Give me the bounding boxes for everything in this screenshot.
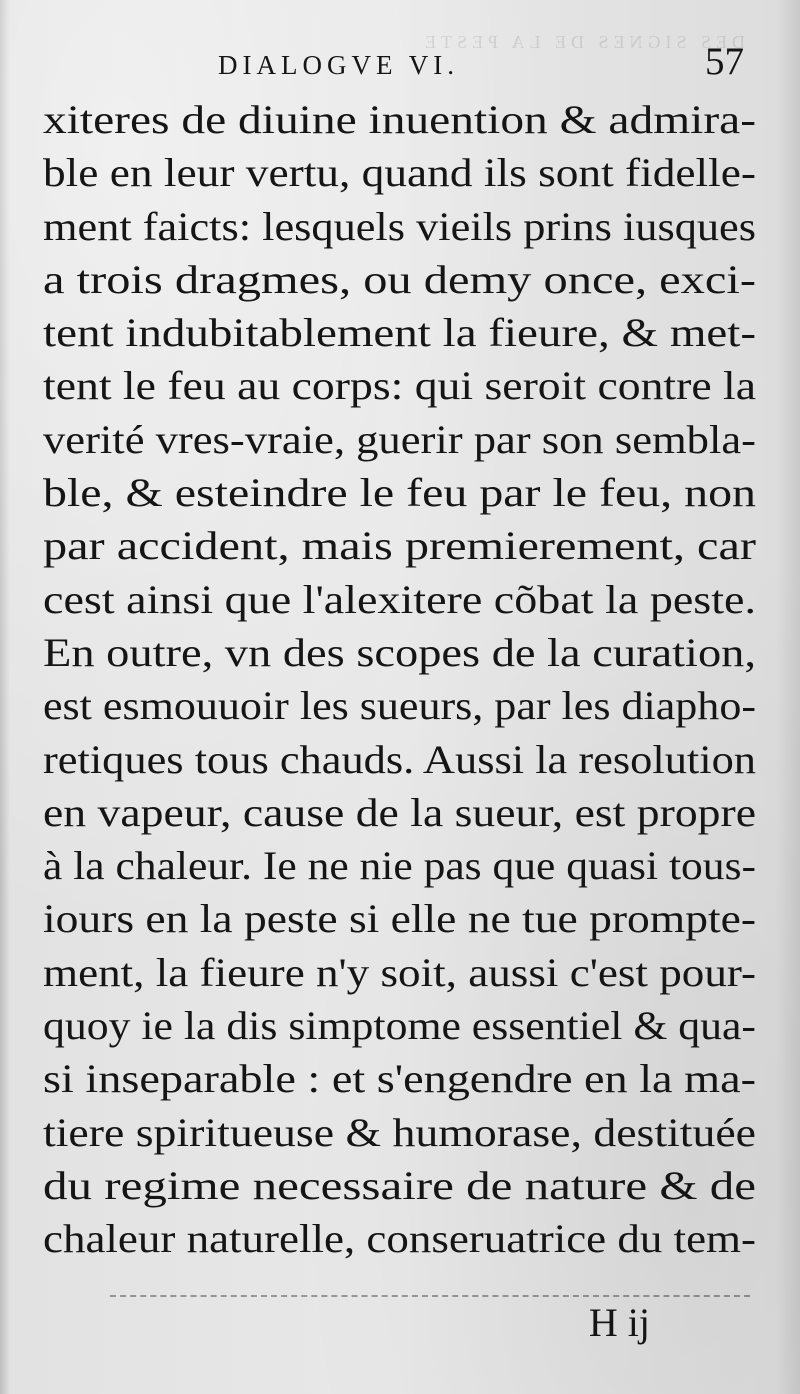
text-line: à la chaleur. Ie ne nie pas que quasi tous- (43, 843, 757, 889)
text-line: quoy ie la dis simptome essentiel & qua- (43, 1003, 756, 1049)
text-line: ment, la fieure n'y soit, aussi c'est pour- (43, 949, 756, 995)
show-through-text: DES SIGNES DE LA PESTE (419, 32, 745, 52)
text-line: tiere spiritueuse & humorase, destituée (43, 1109, 756, 1155)
text-line: si inseparable : et s'engendre en la ma- (43, 1056, 756, 1102)
page-number: 57 (705, 40, 744, 83)
text-line: tent indubitablement la fieure, & met- (43, 310, 756, 356)
signature-mark: H ij (588, 1300, 650, 1345)
text-line: cest ainsi que l'alexitere cõbat la peste. (43, 576, 756, 622)
text-line: xiteres de diuine inuention & admira- (43, 97, 756, 142)
text-line: ble en leur vertu, quand ils sont fidelle- (43, 150, 756, 196)
text-line: tent le feu au corps: qui seroit contre la (43, 363, 756, 409)
text-line: iours en la peste si elle ne tue prompte- (43, 896, 756, 942)
text-line: verité vres-vraie, guerir par son sembla- (43, 416, 756, 462)
text-line: par accident, mais premierement, car (43, 523, 756, 569)
text-line: ment faicts: lesquels vieils prins iusques (43, 203, 756, 249)
text-line: du regime necessaire de nature & de (43, 1162, 756, 1208)
text-line: retiques tous chauds. Aussi la resolution (43, 736, 756, 782)
text-line: ble, & esteindre le feu par le feu, non (43, 470, 756, 516)
text-line: chaleur naturelle, conseruatrice du tem- (43, 1216, 757, 1262)
body-text (43, 93, 756, 1266)
running-head: DIALOGVE VI. (218, 50, 459, 80)
text-line: a trois dragmes, ou demy once, exci- (43, 256, 756, 302)
page-header (0, 42, 800, 90)
footer-divider (110, 1295, 750, 1297)
text-line: est esmouuoir les sueurs, par les diapho- (43, 683, 756, 729)
text-line: en vapeur, cause de la sueur, est propre (43, 789, 756, 835)
text-line: En outre, vn des scopes de la curation, (43, 629, 756, 675)
